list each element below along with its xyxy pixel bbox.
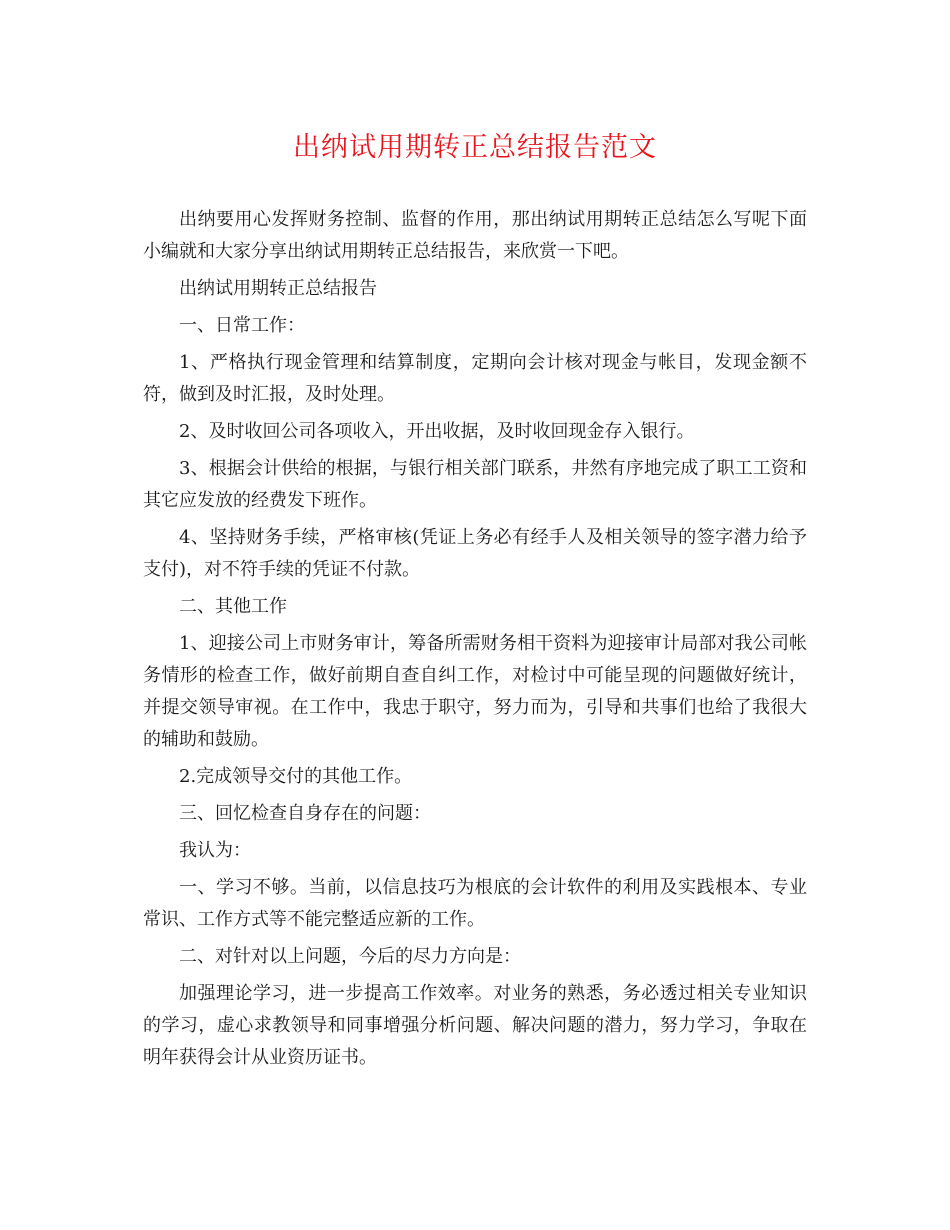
paragraph-daily-1: 1、严格执行现金管理和结算制度，定期向会计核对现金与帐目，发现金额不符，做到及时汇报，及时处理。 xyxy=(143,352,807,405)
section-heading-daily-work: 一、日常工作： xyxy=(179,315,305,336)
paragraph-direction: 二、对针对以上问题，今后的尽力方向是： xyxy=(179,946,521,967)
paragraph-daily-3: 3、根据会计供给的根据，与银行相关部门联系，井然有序地完成了职工工资和其它应发放的经费发下班作。 xyxy=(143,458,807,511)
paragraph-other-2: 2.完成领导交付的其他工作。 xyxy=(179,766,413,787)
paragraph-i-think: 我认为： xyxy=(179,840,251,861)
paragraph-improvement: 加强理论学习，进一步提高工作效率。对业务的熟悉，务必透过相关专业知识的学习，虚心求教领导和同事增强分析问题、解决问题的潜力，努力学习，争取在明年获得会计从业资历证书。 xyxy=(143,983,807,1068)
section-heading-other-work: 二、其他工作 xyxy=(179,596,287,617)
paragraph-daily-2: 2、及时收回公司各项收入，开出收据，及时收回现金存入银行。 xyxy=(179,421,695,442)
paragraph-daily-4: 4、坚持财务手续，严格审核(凭证上务必有经手人及相关领导的签字潜力给予支付)，对不符手续的凭证不付款。 xyxy=(143,527,807,580)
section-heading-review: 三、回忆检查自身存在的问题： xyxy=(179,803,431,824)
document-body xyxy=(143,204,807,1079)
paragraph-intro: 出纳要用心发挥财务控制、监督的作用，那出纳试用期转正总结怎么写呢下面小编就和大家分享出纳试用期转正总结报告，来欣赏一下吧。 xyxy=(143,209,807,262)
paragraph-problem-1: 一、学习不够。当前，以信息技巧为根底的会计软件的利用及实践根本、专业常识、工作方式等不能完整适应新的工作。 xyxy=(143,877,807,930)
document-title: 出纳试用期转正总结报告范文 xyxy=(293,132,657,163)
paragraph-report-heading: 出纳试用期转正总结报告 xyxy=(179,278,377,299)
paragraph-other-1: 1、迎接公司上市财务审计，筹备所需财务相干资料为迎接审计局部对我公司帐务情形的检查工作，做好前期自查自纠工作，对检讨中可能呈现的问题做好统计，并提交领导审视。在工作中，我忠于职守，努力而为，引导和共事们也给了我很大的辅助和鼓励。 xyxy=(143,633,807,750)
